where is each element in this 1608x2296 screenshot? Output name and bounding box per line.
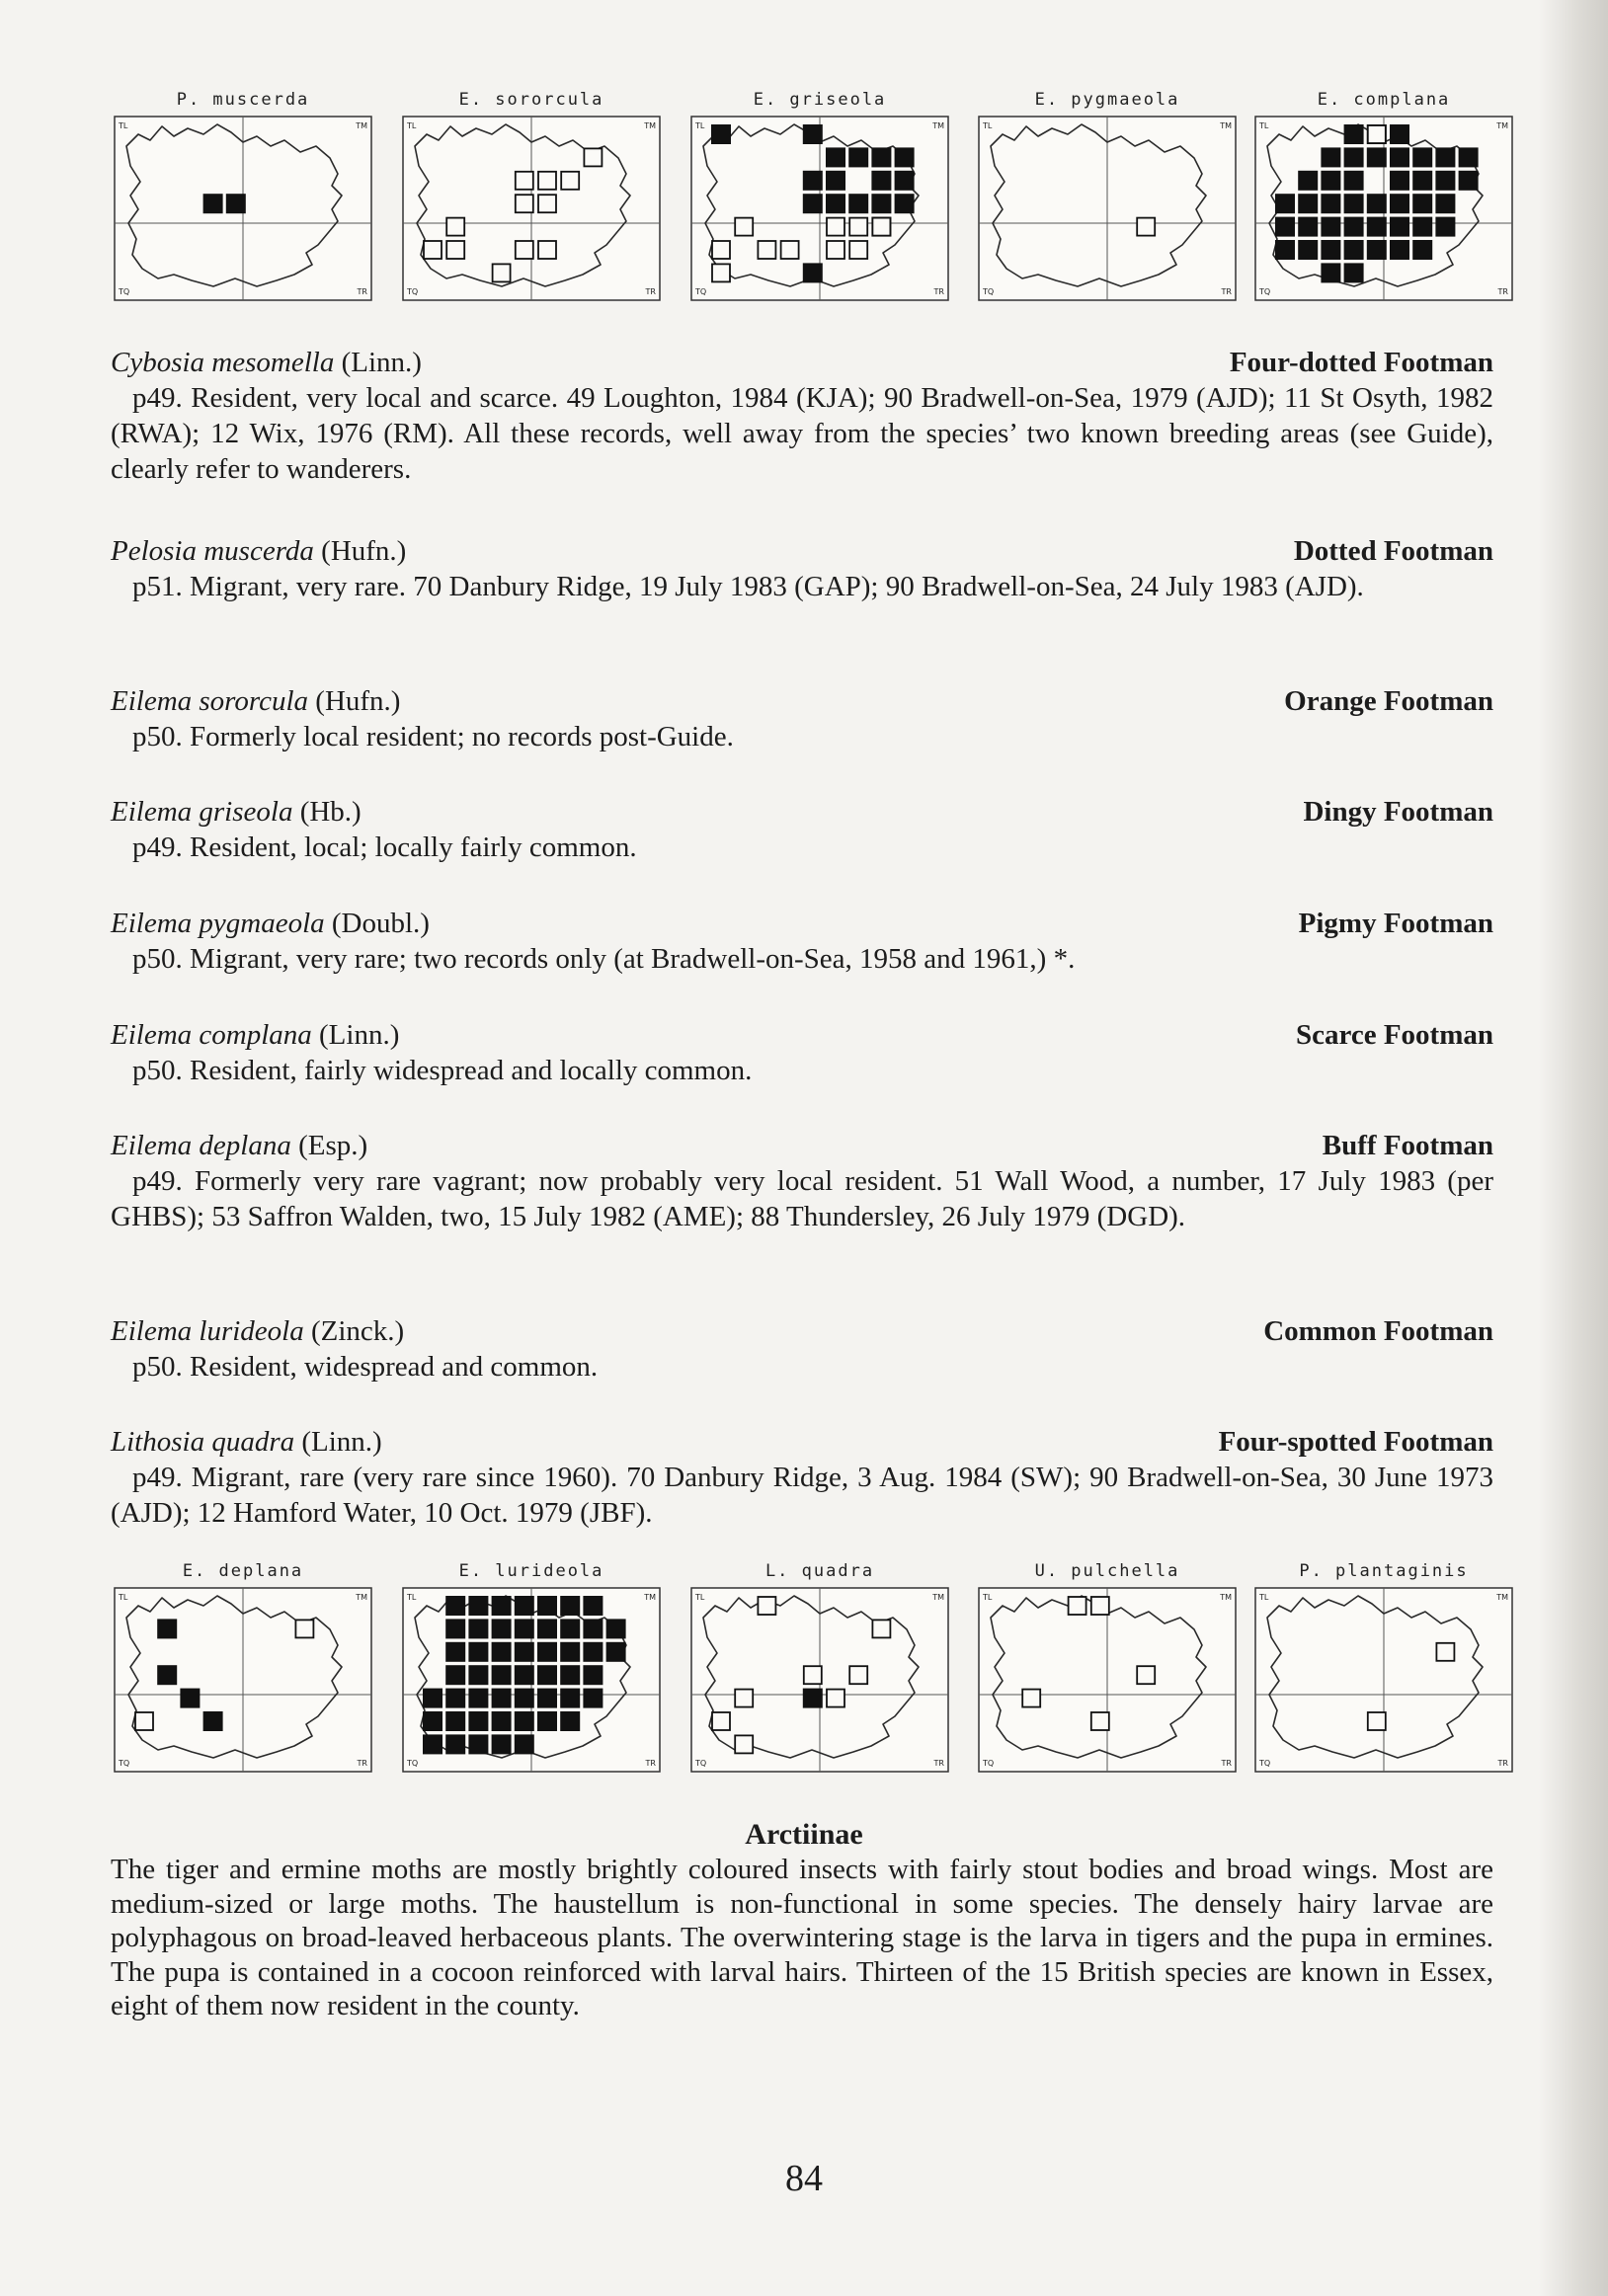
record-square-filled (468, 1711, 488, 1731)
record-square-filled (1435, 194, 1455, 213)
species-entry (111, 683, 1493, 754)
record-square-filled (560, 1689, 580, 1708)
record-square-filled (871, 194, 891, 213)
record-square-filled (1412, 171, 1432, 191)
record-square-filled (515, 1689, 534, 1708)
record-square-filled (468, 1734, 488, 1754)
record-square-filled (560, 1619, 580, 1638)
record-square-filled (468, 1596, 488, 1616)
record-square-filled (468, 1689, 488, 1708)
species-text: p51. Migrant, very rare. 70 Danbury Ridge, 19 July 1983 (GAP); 90 Bradwell-on-Sea, 24 July 1983 (AJD). (132, 571, 1364, 602)
record-square-open (1368, 125, 1386, 143)
record-square-filled (537, 1689, 557, 1708)
record-square-open (1137, 1666, 1155, 1684)
authority: (Linn.) (334, 347, 422, 378)
record-square-open (584, 148, 602, 166)
distribution-map (397, 1558, 666, 1778)
record-square-open (424, 241, 442, 259)
record-square-open (1368, 1712, 1386, 1730)
record-square-open (849, 1666, 867, 1684)
record-square-filled (1390, 147, 1409, 167)
record-square-filled (203, 1711, 223, 1731)
authority: (Linn.) (294, 1426, 382, 1458)
grid-label: TR (1497, 287, 1508, 296)
record-square-filled (468, 1642, 488, 1662)
record-square-filled (226, 194, 246, 213)
grid-label: TQ (119, 1759, 130, 1768)
record-square-filled (1321, 147, 1340, 167)
record-square-open (827, 241, 844, 259)
record-square-filled (803, 124, 823, 144)
record-square-filled (492, 1711, 512, 1731)
species-entry (111, 1128, 1493, 1234)
record-square-filled (515, 1665, 534, 1685)
authority: (Hufn.) (313, 535, 407, 567)
authority: (Hb.) (292, 796, 362, 828)
record-square-filled (445, 1734, 465, 1754)
map-figure (685, 113, 954, 306)
scientific-name: Eilema pygmaeola (111, 908, 325, 939)
common-name: Four-dotted Footman (1229, 347, 1493, 378)
record-square-filled (445, 1619, 465, 1638)
record-square-open (827, 1690, 844, 1707)
grid-label: TR (357, 287, 367, 296)
grid-label: TM (1496, 1593, 1508, 1602)
record-square-filled (1344, 171, 1364, 191)
grid-label: TL (119, 1593, 128, 1602)
record-square-open (135, 1712, 153, 1730)
record-square-filled (583, 1689, 603, 1708)
record-square-filled (583, 1619, 603, 1638)
record-square-filled (560, 1642, 580, 1662)
grid-label: TQ (407, 1759, 419, 1768)
distribution-map (973, 1558, 1242, 1778)
record-square-filled (583, 1665, 603, 1685)
record-square-filled (560, 1665, 580, 1685)
record-square-open (446, 218, 464, 236)
record-square-filled (1321, 194, 1340, 213)
record-square-filled (560, 1596, 580, 1616)
distribution-map (1249, 1558, 1518, 1778)
map-figure (397, 1584, 666, 1778)
map-figure (109, 1584, 377, 1778)
record-square-filled (1298, 171, 1318, 191)
grid-label: TQ (1259, 287, 1271, 296)
record-square-open (804, 1666, 822, 1684)
grid-label: TM (932, 121, 944, 130)
record-square-filled (1344, 217, 1364, 237)
species-text: p49. Resident, local; locally fairly common. (132, 831, 637, 863)
species-entry (111, 1313, 1493, 1385)
record-square-filled (1390, 171, 1409, 191)
common-name: Dingy Footman (1303, 796, 1493, 828)
record-square-filled (711, 124, 731, 144)
species-entry (111, 1424, 1493, 1531)
record-square-open (1137, 218, 1155, 236)
record-square-filled (1344, 263, 1364, 282)
record-square-open (712, 264, 730, 281)
record-square-filled (1275, 194, 1295, 213)
record-square-open (872, 1620, 890, 1637)
record-square-filled (537, 1665, 557, 1685)
grid-label: TQ (1259, 1759, 1271, 1768)
record-square-filled (157, 1665, 177, 1685)
grid-label: TL (407, 1593, 417, 1602)
record-square-filled (560, 1711, 580, 1731)
record-square-filled (895, 147, 915, 167)
record-square-open (712, 241, 730, 259)
map-row-bottom (0, 1558, 1608, 1785)
record-square-filled (203, 194, 223, 213)
record-square-filled (1275, 217, 1295, 237)
record-square-filled (1321, 217, 1340, 237)
grid-label: TM (644, 121, 656, 130)
record-square-filled (492, 1734, 512, 1754)
record-square-filled (492, 1596, 512, 1616)
record-square-filled (871, 171, 891, 191)
record-square-filled (871, 147, 891, 167)
grid-label: TR (645, 1759, 656, 1768)
record-square-filled (826, 194, 845, 213)
map-label: E. lurideola (458, 1561, 604, 1581)
record-square-filled (1367, 147, 1387, 167)
record-square-open (538, 241, 556, 259)
record-square-filled (1390, 124, 1409, 144)
grid-label: TL (695, 1593, 705, 1602)
record-square-filled (583, 1596, 603, 1616)
grid-label: TL (1259, 121, 1269, 130)
record-square-open (849, 218, 867, 236)
grid-label: TR (1221, 287, 1232, 296)
record-square-filled (515, 1596, 534, 1616)
record-square-filled (515, 1619, 534, 1638)
species-entry (111, 345, 1493, 487)
record-square-filled (1435, 147, 1455, 167)
record-square-filled (1459, 147, 1479, 167)
grid-label: TL (1259, 1593, 1269, 1602)
record-square-open (1091, 1712, 1109, 1730)
record-square-open (561, 172, 579, 190)
map-label: E. pygmaeola (1034, 90, 1180, 110)
grid-label: TL (983, 121, 993, 130)
record-square-filled (1321, 171, 1340, 191)
map-figure (1249, 1584, 1518, 1778)
record-square-filled (423, 1734, 442, 1754)
page-edge-shadow (1539, 0, 1608, 2296)
map-label: E. griseola (753, 90, 887, 110)
map-label: U. pulchella (1034, 1561, 1180, 1581)
record-square-filled (1321, 263, 1340, 282)
record-square-filled (1321, 240, 1340, 260)
record-square-filled (803, 1689, 823, 1708)
authority: (Doubl.) (324, 908, 430, 939)
record-square-filled (1344, 194, 1364, 213)
record-square-filled (423, 1689, 442, 1708)
record-square-filled (445, 1642, 465, 1662)
record-square-open (516, 195, 533, 212)
record-square-filled (1298, 240, 1318, 260)
record-square-filled (537, 1711, 557, 1731)
distribution-map (109, 87, 377, 306)
record-square-filled (1435, 171, 1455, 191)
record-square-open (1069, 1597, 1086, 1615)
grid-label: TM (1220, 1593, 1232, 1602)
record-square-filled (826, 171, 845, 191)
record-square-filled (157, 1619, 177, 1638)
common-name: Scarce Footman (1296, 1019, 1493, 1051)
common-name: Four-spotted Footman (1218, 1426, 1493, 1458)
record-square-filled (1390, 240, 1409, 260)
species-entry (111, 533, 1493, 604)
record-square-filled (537, 1619, 557, 1638)
record-square-filled (803, 171, 823, 191)
record-square-open (712, 1712, 730, 1730)
grid-label: TM (644, 1593, 656, 1602)
record-square-filled (1298, 217, 1318, 237)
grid-label: TR (1221, 1759, 1232, 1768)
record-square-filled (895, 171, 915, 191)
record-square-filled (1390, 194, 1409, 213)
common-name: Dotted Footman (1293, 535, 1493, 567)
grid-label: TQ (983, 1759, 995, 1768)
record-square-filled (492, 1642, 512, 1662)
record-square-filled (1275, 240, 1295, 260)
map-figure (973, 113, 1242, 306)
authority: (Zinck.) (303, 1315, 405, 1347)
record-square-open (516, 241, 533, 259)
scientific-name: Eilema griseola (111, 796, 293, 828)
record-square-open (295, 1620, 313, 1637)
map-figure (973, 1584, 1242, 1778)
record-square-filled (492, 1619, 512, 1638)
map-label: P. muscerda (176, 90, 310, 110)
species-entry (111, 906, 1493, 977)
grid-label: TL (407, 121, 417, 130)
distribution-map (685, 1558, 954, 1778)
page-number: 84 (785, 2158, 823, 2199)
species-text: p49. Formerly very rare vagrant; now probably very local resident. 51 Wall Wood, a number, 17 July 1983 (per GHBS); 53 Saffron Walden, two, 15 July 1982 (AME); 88 Thundersley, 26 July 1979 (DGD). (111, 1165, 1493, 1232)
distribution-map (685, 87, 954, 306)
map-label: P. plantaginis (1299, 1561, 1469, 1581)
record-square-filled (895, 194, 915, 213)
grid-label: TM (356, 121, 367, 130)
record-square-open (516, 172, 533, 190)
scientific-name: Eilema sororcula (111, 685, 309, 717)
record-square-filled (1298, 194, 1318, 213)
grid-label: TM (932, 1593, 944, 1602)
species-text: p50. Migrant, very rare; two records only (at Bradwell-on-Sea, 1958 and 1961,) *. (132, 943, 1076, 975)
grid-label: TQ (407, 287, 419, 296)
record-square-filled (1459, 171, 1479, 191)
record-square-filled (1412, 240, 1432, 260)
record-square-filled (1412, 147, 1432, 167)
common-name: Pigmy Footman (1298, 908, 1493, 939)
record-square-open (735, 1735, 753, 1753)
scientific-name: Lithosia quadra (111, 1426, 295, 1458)
record-square-filled (803, 194, 823, 213)
species-text: p49. Resident, very local and scarce. 49 Loughton, 1984 (KJA); 90 Bradwell-on-Sea, 1979 (AJD); 11 St Osyth, 1982 (RWA); 12 Wix, 1976 (RM). All these records, well away from the species’ two known breeding areas (see Guide), clearly refer to wanderers. (111, 382, 1493, 485)
record-square-open (758, 241, 775, 259)
grid-label: TR (933, 287, 944, 296)
record-square-filled (848, 194, 868, 213)
record-square-filled (848, 147, 868, 167)
species-text: p50. Resident, fairly widespread and locally common. (132, 1055, 753, 1086)
record-square-open (493, 264, 511, 281)
record-square-filled (1412, 194, 1432, 213)
record-square-filled (1412, 217, 1432, 237)
record-square-filled (423, 1711, 442, 1731)
grid-label: TL (983, 1593, 993, 1602)
record-square-open (538, 195, 556, 212)
map-row-top (0, 87, 1608, 314)
map-label: E. deplana (182, 1561, 304, 1581)
record-square-filled (492, 1665, 512, 1685)
scientific-name: Cybosia mesomella (111, 347, 335, 378)
record-square-open (827, 218, 844, 236)
distribution-map (1249, 87, 1518, 306)
record-square-open (538, 172, 556, 190)
grid-label: TR (1497, 1759, 1508, 1768)
grid-label: TM (1496, 121, 1508, 130)
record-square-open (446, 241, 464, 259)
record-square-filled (1367, 194, 1387, 213)
record-square-filled (445, 1665, 465, 1685)
authority: (Esp.) (290, 1130, 368, 1161)
record-square-open (735, 218, 753, 236)
record-square-filled (445, 1689, 465, 1708)
record-square-open (781, 241, 799, 259)
record-square-filled (468, 1665, 488, 1685)
record-square-filled (515, 1711, 534, 1731)
record-square-filled (803, 263, 823, 282)
record-square-filled (468, 1619, 488, 1638)
record-square-open (758, 1597, 775, 1615)
record-square-filled (1435, 217, 1455, 237)
grid-label: TL (695, 121, 705, 130)
distribution-map (109, 1558, 377, 1778)
map-figure (685, 1584, 954, 1778)
map-label: E. complana (1317, 90, 1451, 110)
grid-label: TQ (695, 1759, 707, 1768)
grid-label: TL (119, 121, 128, 130)
record-square-open (735, 1690, 753, 1707)
record-square-filled (515, 1734, 534, 1754)
record-square-filled (1344, 240, 1364, 260)
record-square-filled (1367, 217, 1387, 237)
map-figure (397, 113, 666, 306)
distribution-map (397, 87, 666, 306)
grid-label: TQ (983, 287, 995, 296)
species-entry (111, 1017, 1493, 1088)
common-name: Orange Footman (1284, 685, 1493, 717)
grid-label: TQ (119, 287, 130, 296)
record-square-filled (606, 1619, 626, 1638)
record-square-filled (606, 1642, 626, 1662)
record-square-filled (515, 1642, 534, 1662)
map-label: E. sororcula (458, 90, 604, 110)
scientific-name: Eilema lurideola (111, 1315, 304, 1347)
species-entry (111, 794, 1493, 865)
scientific-name: Eilema deplana (111, 1130, 291, 1161)
record-square-filled (445, 1596, 465, 1616)
record-square-open (872, 218, 890, 236)
record-square-open (1436, 1643, 1454, 1661)
grid-label: TQ (695, 287, 707, 296)
record-square-filled (180, 1689, 200, 1708)
common-name: Common Footman (1263, 1315, 1493, 1347)
record-square-open (849, 241, 867, 259)
grid-label: TM (356, 1593, 367, 1602)
species-text: p50. Formerly local resident; no records post-Guide. (132, 721, 734, 752)
map-label: L. quadra (764, 1561, 875, 1581)
distribution-map (973, 87, 1242, 306)
common-name: Buff Footman (1322, 1130, 1493, 1161)
grid-label: TM (1220, 121, 1232, 130)
record-square-filled (445, 1711, 465, 1731)
species-text: p50. Resident, widespread and common. (132, 1351, 599, 1383)
species-text: p49. Migrant, rare (very rare since 1960). 70 Danbury Ridge, 3 Aug. 1984 (SW); 90 Bradwell-on-Sea, 30 June 1973 (AJD); 12 Hamford Water, 10 Oct. 1979 (JBF). (111, 1462, 1493, 1529)
section-intro: The tiger and ermine moths are mostly brightly coloured insects with fairly stout bodies and broad wings. Most are medium-sized or large moths. The haustellum is non-functional in some species. The densely hairy larvae are polyphagous on broad-leaved herbaceous plants. The overwintering stage is the larva in tigers and the pupa in ermines. The pupa is contained in a cocoon reinforced with larval hairs. Thirteen of the 15 British species are known in Essex, eight of them now resident in the county. (111, 1854, 1493, 2021)
record-square-filled (1344, 147, 1364, 167)
section-heading: Arctiinae (745, 1818, 863, 1851)
grid-label: TR (933, 1759, 944, 1768)
authority: (Hufn.) (308, 685, 401, 717)
scientific-name: Pelosia muscerda (111, 535, 314, 567)
authority: (Linn.) (311, 1019, 400, 1051)
record-square-open (1091, 1597, 1109, 1615)
record-square-filled (583, 1642, 603, 1662)
map-figure (109, 113, 377, 306)
map-figure (1249, 113, 1518, 306)
grid-label: TR (357, 1759, 367, 1768)
record-square-filled (1367, 240, 1387, 260)
record-square-open (1022, 1690, 1040, 1707)
record-square-filled (537, 1642, 557, 1662)
scientific-name: Eilema complana (111, 1019, 312, 1051)
record-square-filled (492, 1689, 512, 1708)
record-square-filled (826, 147, 845, 167)
record-square-filled (537, 1596, 557, 1616)
record-square-filled (1390, 217, 1409, 237)
record-square-filled (1344, 124, 1364, 144)
grid-label: TR (645, 287, 656, 296)
